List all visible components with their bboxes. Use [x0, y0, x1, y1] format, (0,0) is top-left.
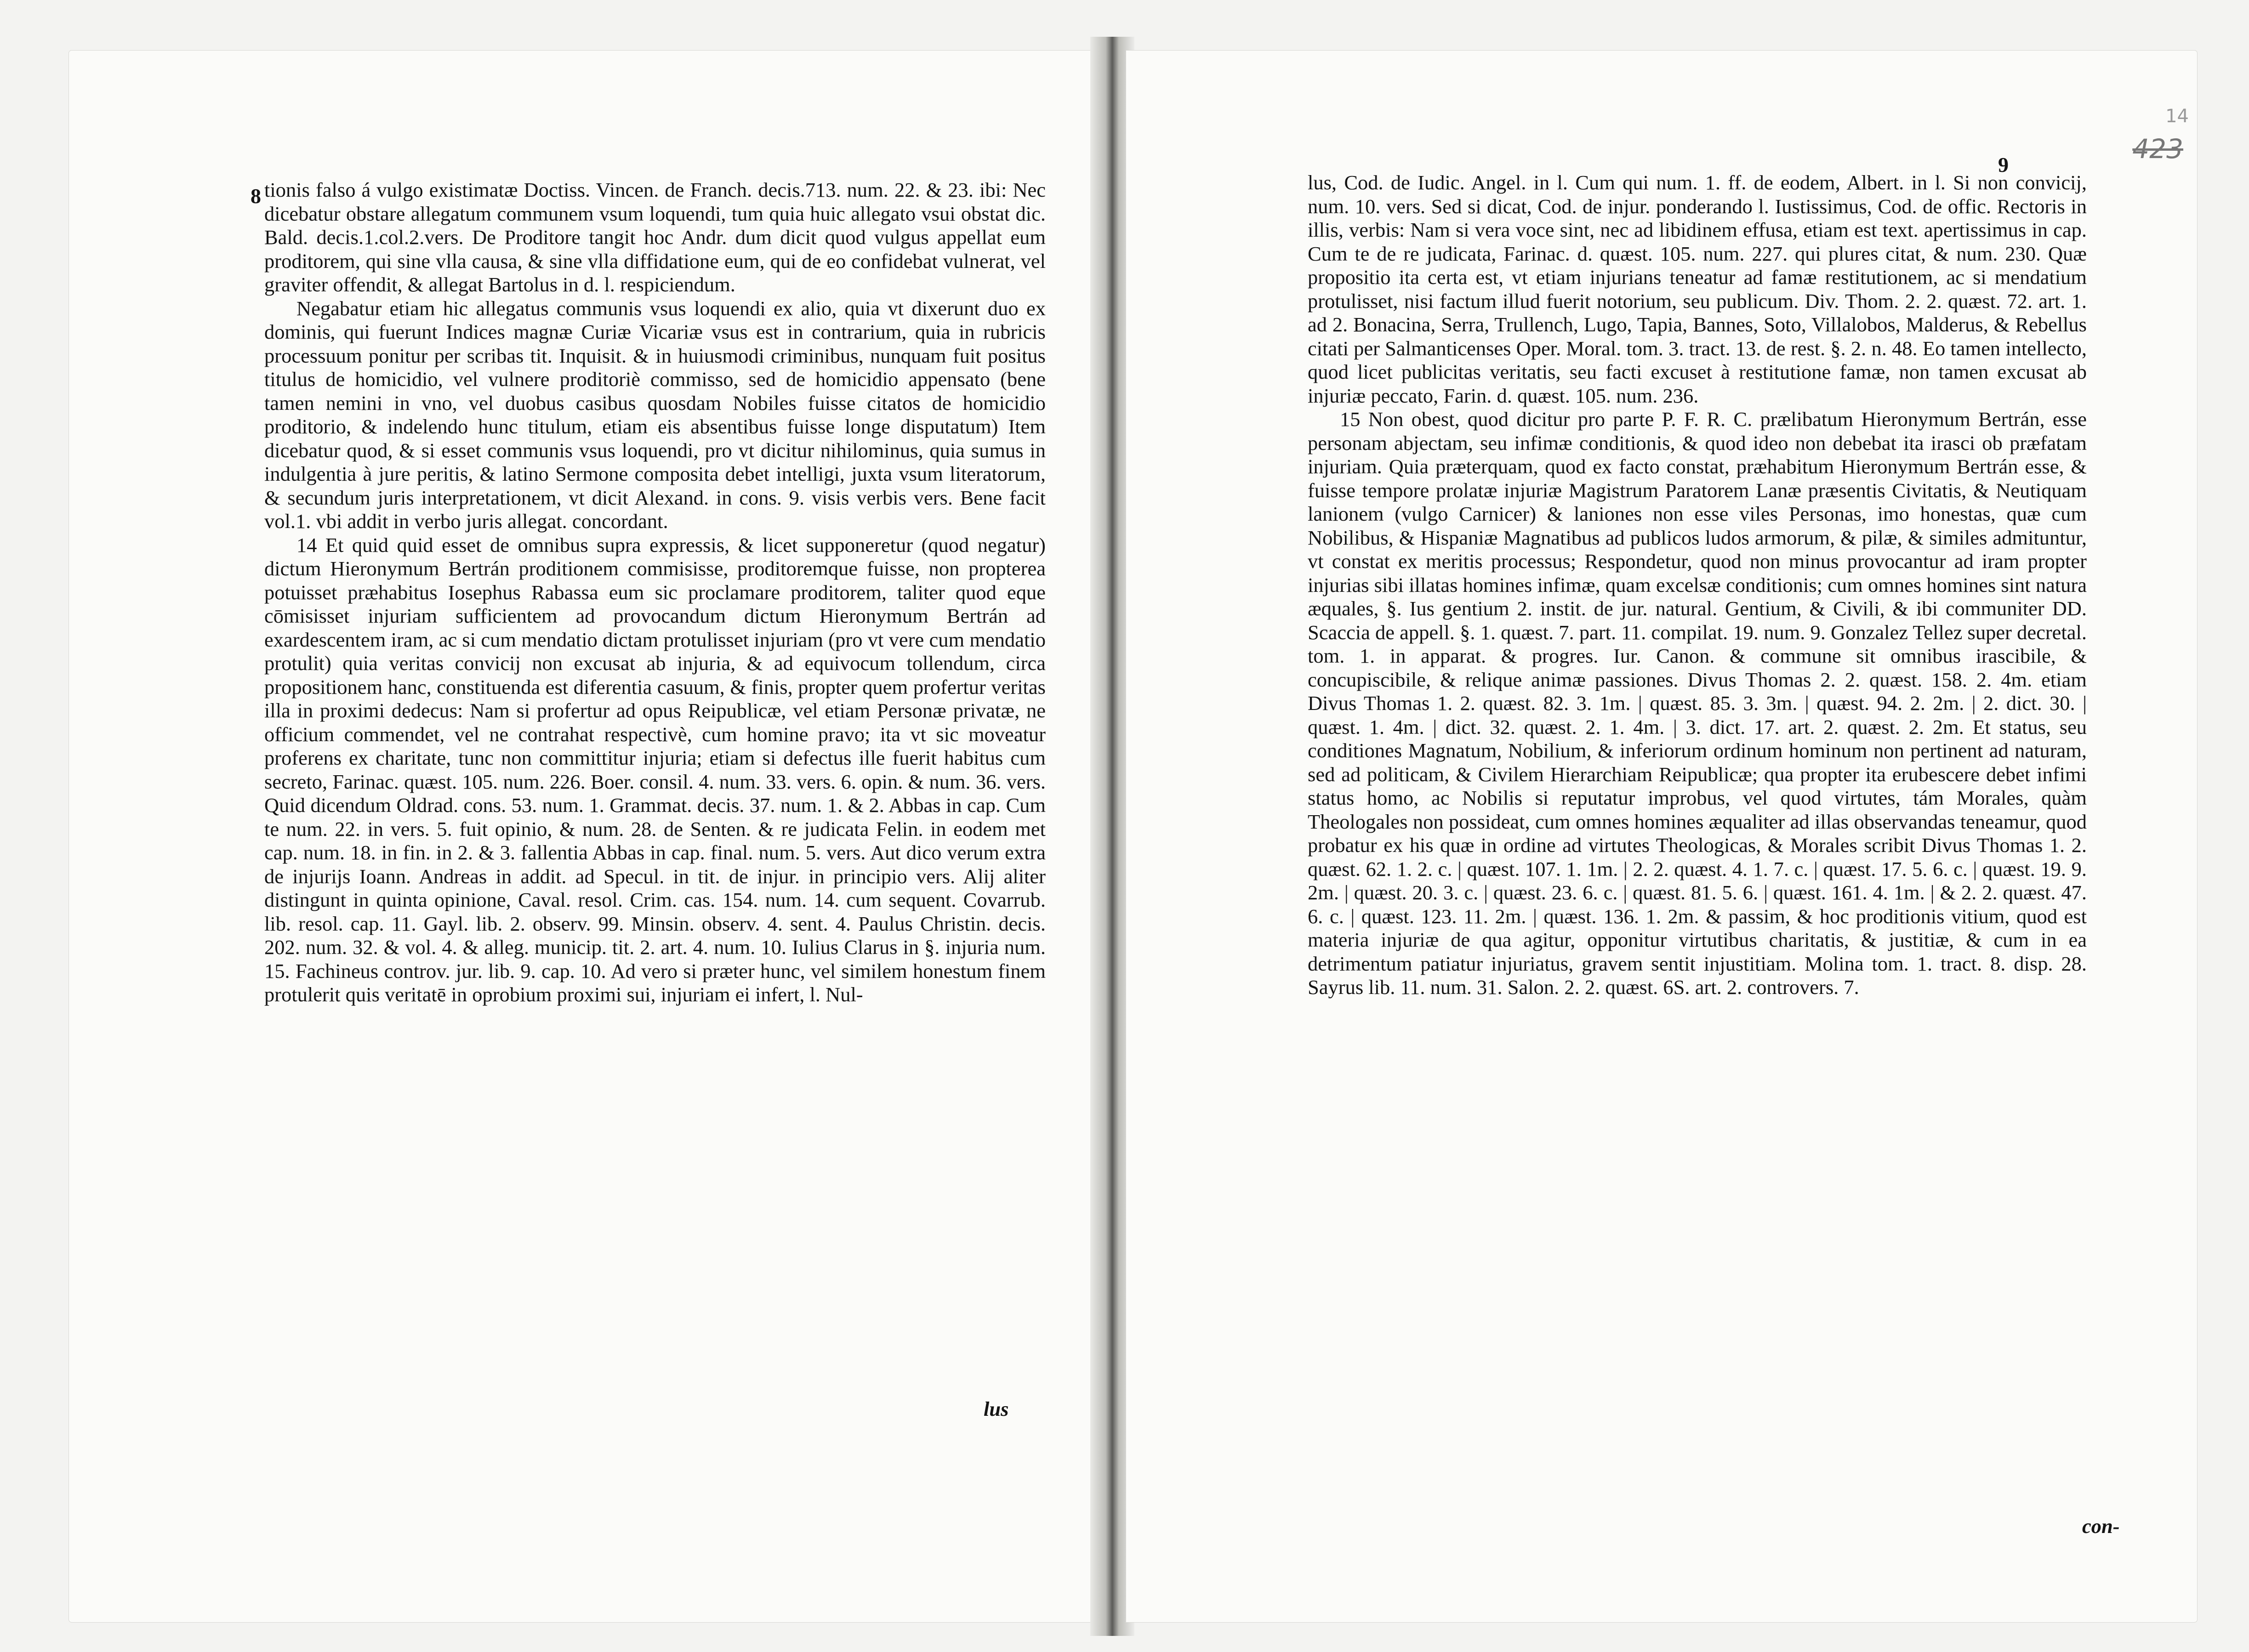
right-paragraph-2: 15 Non obest, quod dicitur pro parte P. F. R. C. prælibatum Hieronymum Bertrán, esse personam abjectam, seu infimæ conditionis, & quod ideo non debebat ita irasci ob præfatam injuriam. Quia præterquam, quod ex facto constat, præhabitum Hieronymum Bertrán esse, & fuisse tempore prolatæ injuriæ Magistrum Paratorem Lanæ præsentis Civitatis, & Neutiquam lanionem (vulgo Carnicer) & laniones non esse viles Personas, imo honestas, quæ cum Nobilibus, & Hispaniæ Magnatibus ad publicos ludos armorum, & pilæ, & similes admituntur, vt constat ex meritis processus; Respondetur, quod non minus provocantur ad iram propter injurias sibi illatas homines infimæ, quam excelsæ conditionis; cum omnes homines sint natura æquales, §. Ius gentium 2. instit. de jur. natural. Gentium, & Civili, & ibi communiter DD. Scaccia de appell. §. 1. quæst. 7. part. 11. compilat. 19. num. 9. Gonzalez Tellez super decretal. tom. 1. in apparat. & progres. Iur. Canon. & commune sit omnibus irascibile, & concupiscibile, & relique animæ passiones. Divus Thomas 2. 2. quæst. 158. 2. 4m. etiam Divus Thomas 1. 2. quæst. 82. 3. 1m. | quæst. 85. 3. 3m. | quæst. 94. 2. 2m. | 2. dict. 30. | quæst. 1. 4m. | dict. 32. quæst. 2. 1. 4m. | 3. dict. 17. art. 2. quæst. 2. 2m. Et status, seu conditiones Magnatum, Nobilium, & inferiorum ordinum hominum non pertinent ad naturam, sed ad politicam, & Civilem Hierarchiam Reipublicæ; qua propter ita erubescere debet infimi status homo, ac Nobilis si reputatur improbus, vel quod virtutes, tám Morales, quàm Theologales non possideat, cum omnes homines æqualiter ad illas observandas teneamur, quod probatur ex his quæ in ordine ad virtutes Theologicas, & Morales scribit Divus Thomas 1. 2. quæst. 62. 1. 2. c. | quæst. 107. 1. 1m. | 2. 2. quæst. 4. 1. 7. c. | quæst. 17. 5. 6. c. | quæst. 19. 9. 2m. | quæst. 20. 3. c. | quæst. 23. 6. c. | quæst. 81. 5. 6. | quæst. 161. 4. 1m. | & 2. 2. quæst. 47. 6. c. | quæst. 123. 11. 2m. | quæst. 136. 1. 2m. & passim, & hoc proditionis vitium, quod est materia injuriæ de qua agitur, opponitur virtutibus charitatis, & justitiæ, & cum in ea detrimentum patiatur injuriatus, gravem sentit injustitiam. Molina tom. 1. tract. 8. disp. 28. Sayrus lib. 11. num. 31. Salon. 2. 2. quæst. 6S. art. 2. controvers. 7. [1308, 408, 2087, 999]
corner-mark: 14 [2165, 106, 2189, 127]
left-text-column [264, 178, 1046, 1007]
left-page [69, 51, 1099, 1622]
left-paragraph-2: Negabatur etiam hic allegatus communis vsus loquendi ex alio, quia vt dixerunt duo ex dominis, qui fuerunt Indices magnæ Curiæ Vicariæ vsus est in contrarium, quia in rubricis processuum ponitur per scribas tit. Inquisit. & in huiusmodi criminibus, nunquam fuit positus titulus de homicidio, vel vulnere proditoriè commisso, sed de homicidio appensato (bene tamen nemini in vno, vel duobus casibus quosdam Nobiles fuisse citatos de homicidio proditorio, & indelendo hunc titulum, etiam eis absentibus fuisse longe disputatum) Item dicebatur quod, & si esset communis vsus loquendi, pro vt dicitur nihilominus, quia sumus in indulgentia à jure peritis, & latino Sermone composita debet intelligi, juxta vsum literatorum, & secundum juris interpretationem, vt dicit Alexand. in cons. 9. visis verbis vers. Bene facit vol.1. vbi addit in verbo juris allegat. concordant. [264, 296, 1046, 533]
left-catchword: lus [984, 1397, 1009, 1420]
right-page [1126, 51, 2197, 1622]
left-paragraph-1: tionis falso á vulgo existimatæ Doctiss. Vincen. de Franch. decis.713. num. 22. & 23. ibi: Nec dicebatur obstare allegatum communem vsum loquendi, tum quia huic allegato vsui obstat dic. Bald. decis.1.col.2.vers. De Proditore tangit hoc Andr. dum dicit quod vulgus appellat eum proditorem, qui sine vlla causa, & sine vlla diffidatione eum, qui de eo confidebat vulnerat, vel graviter offendit, & allegat Bartolus in d. l. respiciendum. [264, 178, 1046, 296]
left-paragraph-3: 14 Et quid quid esset de omnibus supra expressis, & licet supponeretur (quod negatur) dictum Hieronymum Bertrán proditionem commisisse, proditoremque fuisse, non propterea potuisset præhabitus Iosephus Rabassa eum sic proclamare proditorem, taliter quod eque cōmisisset injuriam sufficientem ad provocandum dictum Hieronymum Bertrán ad exardescentem iram, ac si cum mendatio dictam protulisset injuriam (pro vt vere cum mendatio protulit) quia veritas convicij non excusat ab injuria, & ad equivocum tollendum, circa propositionem hanc, constituenda est diferentia casuum, & finis, propter quem profertur veritas illa in proximi dedecus: Nam si profertur ad opus Reipublicæ, vel etiam Personæ privatæ, ne officium commendet, vel ne contrahat respectivè, cum homine pravo; ita vt sic moveatur proferens ex charitate, tunc non committitur injuria; etiam si defectus ille fuerit habitus cum secreto, Farinac. quæst. 105. num. 226. Boer. consil. 4. num. 33. vers. 6. opin. & num. 36. vers. Quid dicendum Oldrad. cons. 53. num. 1. Grammat. decis. 37. num. 1. & 2. Abbas in cap. Cum te num. 22. in vers. 5. fuit opinio, & num. 28. de Senten. & re judicata Felin. in eodem met cap. num. 18. in fin. in 2. & 3. fallentia Abbas in cap. final. num. 5. vers. Aut dico verum extra de injurijs Ioann. Andreas in addit. ad Specul. in tit. de injur. in principio vers. Alij aliter distingunt in quinta opinione, Caval. resol. Crim. cas. 154. num. 14. cum sequent. Covarrub. lib. resol. cap. 11. Gayl. lib. 2. observ. 99. Minsin. observ. 4. sent. 4. Paulus Christin. decis. 202. num. 32. & vol. 4. & alleg. municip. tit. 2. art. 4. num. 10. Iulius Clarus in §. injuria num. 15. Fachineus controv. jur. lib. 9. cap. 10. Ad vero si præter hunc, vel similem honestum finem protulerit quis veritatē in oprobium proximi sui, injuriam ei infert, l. Nul- [264, 533, 1046, 1006]
right-text-column [1308, 171, 2087, 999]
right-paragraph-1: lus, Cod. de Iudic. Angel. in l. Cum qui num. 1. ff. de eodem, Albert. in l. Si non convicij, num. 10. vers. Sed si dicat, Cod. de injur. ponderando l. Iustissimus, Cod. de offic. Rectoris in illis, verbis: Nam si vera voce sint, nec ad libidinem effusa, etiam est text. apertissimus in cap. Cum te de re judicata, Farinac. d. quæst. 105. num. 227. qui plures citat, & num. 230. Quæ propositio ita certa est, vt etiam injurians teneatur ad famæ restitutionem, ac si mendatium protulisset, nisi factum illud fuerit notorium, seu publicum. Div. Thom. 2. 2. quæst. 72. art. 1. ad 2. Bonacina, Serra, Trullench, Lugo, Tapia, Bannes, Soto, Villalobos, Malderus, & Rebellus citati per Salmanticenses Oper. Moral. tom. 3. tract. 13. de rest. §. 2. n. 48. Eo tamen intellecto, quod licet publicitas veritatis, seu facti excuset à restitutione famæ, non tamen excusat ab injuriæ peccato, Farin. d. quæst. 105. num. 236. [1308, 171, 2087, 407]
handwritten-folio-mark: 423 [2132, 133, 2183, 165]
left-page-number: 8 [251, 184, 261, 208]
right-catchword: con- [2082, 1515, 2120, 1538]
right-page-number: 9 [1998, 153, 2009, 176]
